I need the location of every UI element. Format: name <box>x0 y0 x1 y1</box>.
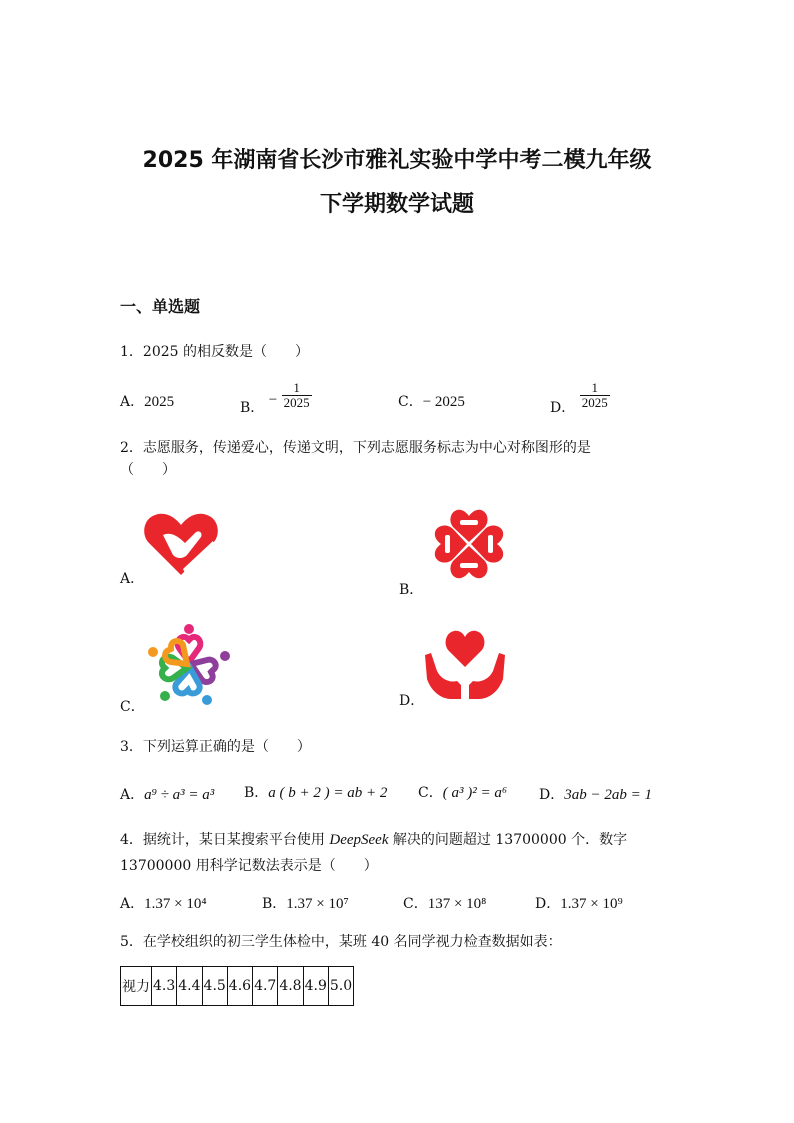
table-header-cell: 5.0 <box>328 967 353 1006</box>
option-value: 1.37 × 10⁷ <box>286 896 349 912</box>
table-header-cell: 视力 <box>121 967 152 1006</box>
table-header-cell: 4.7 <box>253 967 278 1006</box>
numerator: 1 <box>282 381 312 396</box>
table-header-cell: 4.4 <box>177 967 202 1006</box>
option-label: A． <box>120 787 145 803</box>
option-label: B． <box>244 785 269 801</box>
q2-option-d-label: D． <box>399 693 425 709</box>
minus-sign: − <box>268 391 278 408</box>
denominator: 2025 <box>581 395 608 410</box>
q2-option-a-label: A． <box>120 571 145 587</box>
q1-option-a <box>120 391 174 411</box>
option-label: C． <box>418 785 443 801</box>
table-header-cell: 4.6 <box>227 967 252 1006</box>
table-header-cell: 4.5 <box>202 967 227 1006</box>
option-label: B． <box>262 896 287 912</box>
vision-data-table <box>120 966 354 1006</box>
option-label: A． <box>120 896 145 912</box>
q2-option-b-label: B． <box>399 582 424 598</box>
table-row <box>121 967 354 1006</box>
q3-option-c <box>418 782 507 802</box>
option-value: a ( b + 2 ) = ab + 2 <box>268 785 388 801</box>
option-value: a⁹ ÷ a³ = a³ <box>144 787 215 803</box>
q3-option-d <box>539 784 652 804</box>
option-value: ( a³ )² = a⁶ <box>442 785 508 801</box>
q4-option-a <box>120 893 207 913</box>
q3-option-a <box>120 784 214 804</box>
section-heading: 一、单选题 <box>120 297 201 316</box>
stem-text: 4．据统计，某日某搜索平台使用 <box>120 832 330 848</box>
question-2-stem-line2: （ ） <box>120 462 176 478</box>
table-header-cell: 4.9 <box>303 967 328 1006</box>
table-header-cell: 4.3 <box>152 967 177 1006</box>
q2-option-c-label: C． <box>120 699 145 715</box>
q4-option-c <box>403 893 486 913</box>
exam-title-line2: 下学期数学试题 <box>319 192 474 217</box>
question-2-stem-line1: 2．志愿服务，传递爱心，传递文明，下列志愿服务标志为中心对称图形的是 <box>120 440 591 456</box>
numerator: 1 <box>580 381 610 396</box>
option-value: 2025 <box>144 394 175 410</box>
deepseek-name: DeepSeek <box>329 832 389 848</box>
option-value: 1.37 × 10⁴ <box>144 896 207 912</box>
q4-option-b <box>262 893 349 913</box>
option-label: D． <box>535 896 561 912</box>
option-label: D． <box>539 787 565 803</box>
hands-holding-heart-logo-icon <box>423 625 507 701</box>
option-label: C． <box>403 896 428 912</box>
heart-hand-logo-icon <box>143 509 219 579</box>
q3-option-b <box>244 782 387 802</box>
exam-title-line1: 2025 年湖南省长沙市雅礼实验中学中考二模九年级 <box>142 148 652 173</box>
option-value: 137 × 10⁸ <box>427 896 487 912</box>
four-hearts-clover-logo-icon <box>424 500 514 588</box>
table-header-cell: 4.8 <box>278 967 303 1006</box>
question-1-stem: 1．2025 的相反数是（ ） <box>120 344 309 360</box>
option-value: 1.37 × 10⁹ <box>560 896 623 912</box>
option-value: 3ab − 2ab = 1 <box>564 787 652 803</box>
denominator: 2025 <box>283 395 310 410</box>
fraction <box>580 381 610 410</box>
fraction <box>282 381 312 410</box>
q4-option-d <box>535 893 623 913</box>
option-label: A． <box>120 394 145 410</box>
q1-option-c <box>398 391 465 411</box>
stem-text: 解决的问题超过 13700000 个．数字 <box>388 832 628 848</box>
question-3-stem: 3．下列运算正确的是（ ） <box>120 739 311 755</box>
question-4-stem-line2: 13700000 用科学记数法表示是（ ） <box>120 858 378 874</box>
option-label: D． <box>550 399 576 416</box>
q1-option-b <box>240 380 312 416</box>
option-value: − 2025 <box>422 394 465 410</box>
q1-option-d <box>550 380 610 416</box>
option-label: B． <box>240 399 265 416</box>
rainbow-hearts-flower-logo-icon <box>145 622 233 706</box>
question-5-stem: 5．在学校组织的初三学生体检中，某班 40 名同学视力检查数据如表： <box>120 934 562 950</box>
question-4-stem-line1 <box>120 829 627 851</box>
option-label: C． <box>398 394 423 410</box>
